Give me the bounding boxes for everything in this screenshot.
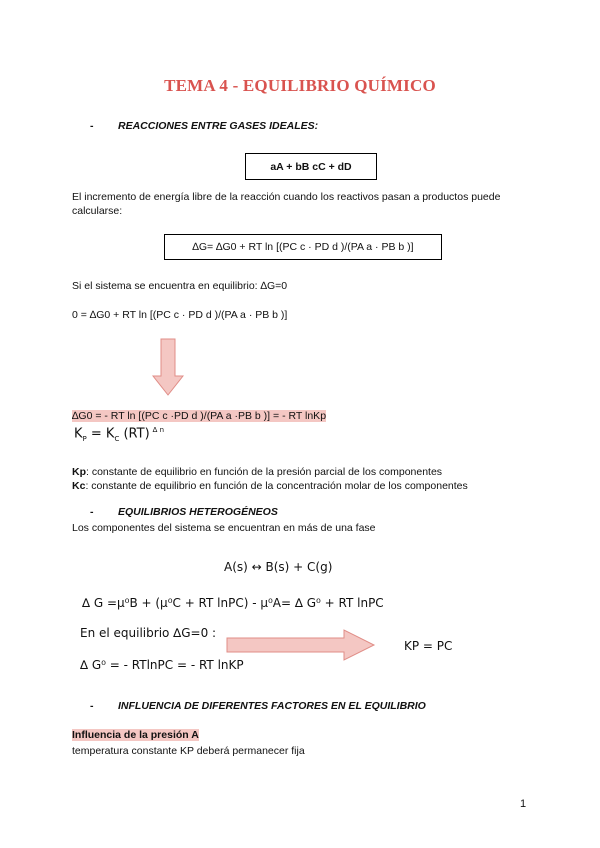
page-title: TEMA 4 - EQUILIBRIO QUÍMICO bbox=[164, 76, 436, 95]
section-heading-text: REACCIONES ENTRE GASES IDEALES: bbox=[118, 120, 319, 132]
intro-paragraph: El incremento de energía libre de la reacción cuando los reactivos pasan a productos puede calcularse: bbox=[72, 191, 501, 217]
subheading-pressure: Influencia de la presión A bbox=[72, 729, 199, 741]
heterogeneous-paragraph: Los componentes del sistema se encuentran en más de una fase bbox=[72, 522, 376, 534]
kp-kc-relation: $K_P = K_C$ (RT) $^{\Delta n}$ bbox=[74, 426, 165, 443]
definition-kc: Kc: constante de equilibrio en función de la concentración molar de los componentes bbox=[72, 480, 468, 492]
pressure-paragraph: temperatura constante KP deberá permanecer fija bbox=[72, 745, 305, 757]
equilibrium-text: Si el sistema se encuentra en equilibrio: ∆G=0 bbox=[72, 280, 288, 292]
reaction-box: aA + bB cC + dD bbox=[245, 153, 377, 180]
section-heading-1 bbox=[90, 120, 318, 132]
definition-kp: Kp: constante de equilibrio en función de la presión parcial de los componentes bbox=[72, 466, 443, 478]
section-heading-2: - EQUILIBRIOS HETEROGÉNEOS bbox=[90, 506, 278, 518]
heterogeneous-reaction: A(s) ↔ B(s) + C(g) bbox=[224, 560, 333, 574]
heterogeneous-delta-g: ∆ G =μ⁰B + (μ⁰C + RT lnPC) - μ⁰A= ∆ G⁰ + RT lnPC bbox=[82, 596, 384, 610]
section-heading-3: - INFLUENCIA DE DIFERENTES FACTORES EN EL EQUILIBRIO bbox=[90, 700, 426, 712]
down-arrow-icon bbox=[152, 338, 184, 396]
page-number: 1 bbox=[520, 798, 527, 810]
highlighted-equation: ∆G0 = - RT ln [(PC c ·PD d )/(PA a ·PB b )] = - RT lnKp bbox=[72, 410, 327, 422]
equation-zero: 0 = ∆G0 + RT ln [(PC c · PD d )/(PA a · PB b )] bbox=[72, 309, 288, 321]
heterogeneous-equilibrium-text: En el equilibrio ∆G=0 : bbox=[80, 626, 217, 640]
delta-g-box: ∆G= ∆G0 + RT ln [(PC c · PD d )/(PA a · PB b )] bbox=[164, 234, 442, 260]
right-arrow-icon bbox=[226, 629, 376, 661]
heterogeneous-result: KP = PC bbox=[404, 639, 453, 653]
bullet: - bbox=[90, 120, 94, 132]
heterogeneous-g0: ∆ G⁰ = - RTlnPC = - RT lnKP bbox=[80, 658, 244, 672]
